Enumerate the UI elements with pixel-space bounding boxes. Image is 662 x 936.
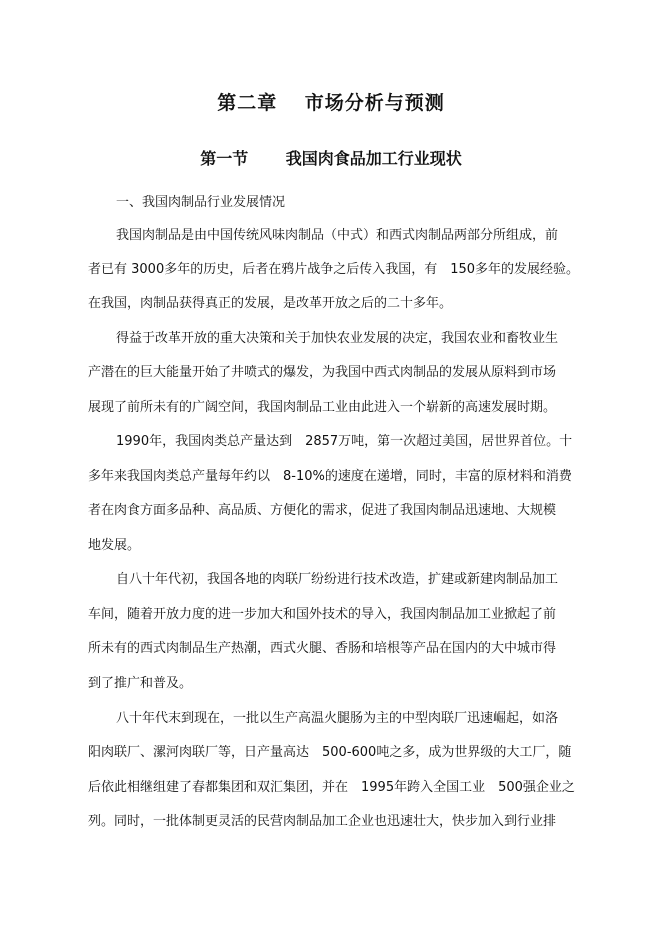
paragraph-line: 1990年，我国肉类总产量达到 2857万吨，第一次超过美国，居世界首位。十 xyxy=(116,434,573,449)
paragraph-line: 到了推广和普及。 xyxy=(88,676,193,691)
paragraph-line: 阳肉联厂、漯河肉联厂等，日产量高达 500-600吨之多，成为世界级的大工厂，随 xyxy=(88,745,572,760)
paragraph-line: 列。同时，一批体制更灵活的民营肉制品加工企业也迅速壮大，快步加入到行业排 xyxy=(88,814,557,829)
paragraph-line: 我国肉制品是由中国传统风味肉制品（中式）和西式肉制品两部分所组成，前 xyxy=(116,228,559,243)
section-title: 第一节 我国肉食品加工行业现状 xyxy=(200,149,462,168)
paragraph-line: 产潜在的巨大能量开始了井喷式的爆发，为我国中西式肉制品的发展从原料到市场 xyxy=(88,365,557,380)
paragraph-line: 八十年代末到现在，一批以生产高温火腿肠为主的中型肉联厂迅速崛起，如洛 xyxy=(116,711,559,726)
paragraph-line: 多年来我国肉类总产量每年约以 8-10%的速度在递增，同时，丰富的原材料和消费 xyxy=(88,469,572,484)
chapter-title: 第二章 市场分析与预测 xyxy=(217,92,445,114)
paragraph-line: 者在肉食方面多品种、高品质、方便化的需求，促进了我国肉制品迅速地、大规模 xyxy=(88,503,557,518)
paragraph-line: 车间，随着开放力度的进一步加大和国外技术的导入，我国肉制品加工业掀起了前 xyxy=(88,607,557,622)
paragraph-line: 展现了前所未有的广阔空间，我国肉制品工业由此进入一个崭新的高速发展时期。 xyxy=(88,400,557,415)
paragraph-line: 者已有 3000多年的历史，后者在鸦片战争之后传入我国，有 150多年的发展经验。 xyxy=(88,262,580,277)
paragraph-line: 得益于改革开放的重大决策和关于加快农业发展的决定，我国农业和畜牧业生 xyxy=(116,331,559,346)
paragraph-line: 在我国，肉制品获得真正的发展，是改革开放之后的二十多年。 xyxy=(88,296,453,311)
subheading: 一、我国肉制品行业发展情况 xyxy=(116,195,286,210)
paragraph-line: 后依此相继组建了春都集团和双汇集团，并在 1995年跨入全国工业 500强企业之 xyxy=(88,780,575,795)
paragraph-line: 所未有的西式肉制品生产热潮，西式火腿、香肠和培根等产品在国内的大中城市得 xyxy=(88,641,557,656)
paragraph-line: 自八十年代初，我国各地的肉联厂纷纷进行技术改造，扩建或新建肉制品加工 xyxy=(116,572,559,587)
paragraph-line: 地发展。 xyxy=(88,538,141,553)
